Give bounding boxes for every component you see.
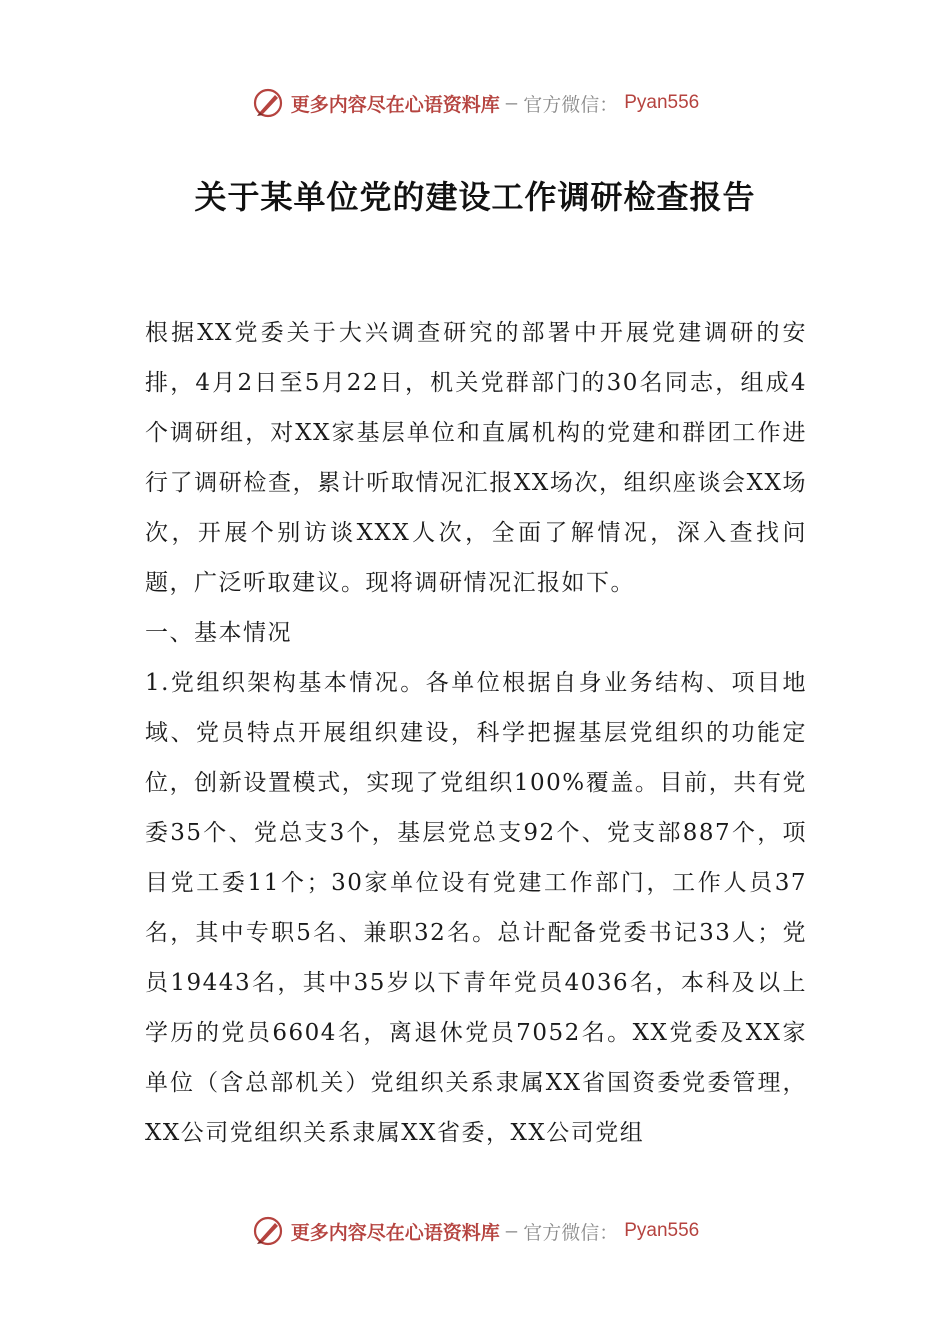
footer-watermark bbox=[0, 1214, 950, 1248]
section-heading-basic-situation: 一、基本情况 bbox=[145, 620, 292, 646]
watermark-wechat-id: Pyan556 bbox=[624, 1220, 700, 1241]
watermark-dash: — bbox=[505, 1220, 518, 1242]
header-watermark bbox=[0, 86, 950, 120]
pen-logo-icon bbox=[251, 86, 285, 120]
paragraph-intro: 根据XX党委关于大兴调查研究的部署中开展党建调研的安排，4月2日至5月22日，机关党群部门的30名同志，组成4个调研组，对XX家基层单位和直属机构的党建和群团工作进行了调研检查，累计听取情况汇报XX场次，组织座谈会XX场次，开展个别访谈XXX人次，全面了解情况，深入查找问题，广泛听取建议。现将调研情况汇报如下。 bbox=[145, 320, 807, 596]
watermark-main-text: 更多内容尽在心语资料库 bbox=[290, 1221, 500, 1244]
paragraph-org-structure: 1.党组织架构基本情况。各单位根据自身业务结构、项目地域、党员特点开展组织建设，科学把握基层党组织的功能定位，创新设置模式，实现了党组织100%覆盖。目前，共有党委35个、党总支3个，基层党总支92个、党支部887个，项目党工委11个；30家单位设有党建工作部门，工作人员37名，其中专职5名、兼职32名。总计配备党委书记33人；党员19443名，其中35岁以下青年党员4036名，本科及以上学历的党员6604名，离退休党员7052名。XX党委及XX家单位（含总部机关）党组织关系隶属XX省国资委党委管理，XX公司党组织关系隶属XX省委，XX公司党组 bbox=[145, 670, 807, 1146]
watermark-dash: — bbox=[505, 92, 518, 114]
pen-logo-icon bbox=[251, 1214, 285, 1248]
watermark-main-text: 更多内容尽在心语资料库 bbox=[290, 93, 500, 116]
document-title: 关于某单位党的建设工作调研检查报告 bbox=[194, 178, 756, 216]
document-body bbox=[145, 308, 807, 1158]
watermark-label: 官方微信： bbox=[523, 1221, 619, 1244]
watermark-label: 官方微信： bbox=[523, 93, 619, 116]
watermark-wechat-id: Pyan556 bbox=[624, 92, 700, 113]
